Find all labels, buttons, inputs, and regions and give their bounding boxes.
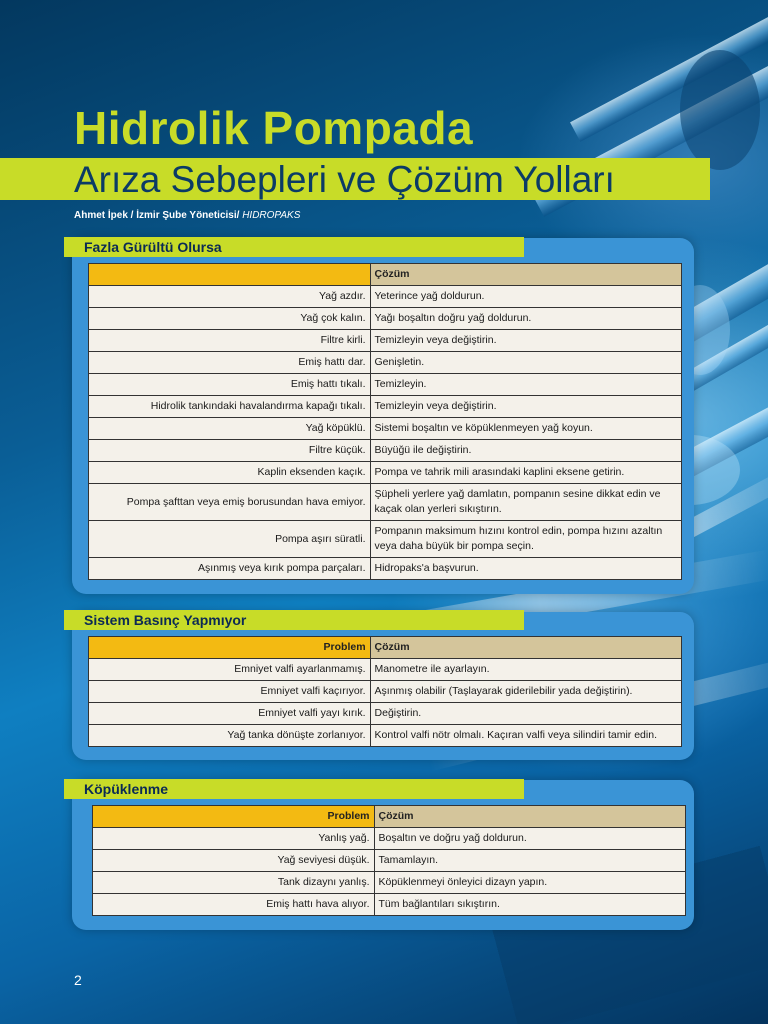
column-header-problem: Problem <box>93 806 375 828</box>
problem-cell: Yağ azdır. <box>89 286 371 308</box>
table-row <box>93 850 686 872</box>
problem-cell: Aşınmış veya kırık pompa parçaları. <box>89 558 371 580</box>
solution-cell: Sistemi boşaltın ve köpüklenmeyen yağ koyun. <box>370 418 681 440</box>
table-header-row <box>89 637 682 659</box>
table-row <box>89 681 682 703</box>
table-row <box>89 440 682 462</box>
table-body <box>93 828 686 916</box>
problem-cell: Filtre kirli. <box>89 330 371 352</box>
table-row <box>89 703 682 725</box>
solution-cell: Büyüğü ile değiştirin. <box>370 440 681 462</box>
solution-cell: Manometre ile ayarlayın. <box>370 659 681 681</box>
solution-cell: Hidropaks'a başvurun. <box>370 558 681 580</box>
table-header-row <box>93 806 686 828</box>
page-subtitle: Arıza Sebepleri ve Çözüm Yolları <box>74 159 615 200</box>
column-header-solution: Çözüm <box>374 806 686 828</box>
author-company: HIDROPAKS <box>242 210 301 221</box>
table-row <box>89 725 682 747</box>
table-row <box>89 286 682 308</box>
author-role: / İzmir Şube Yöneticisi/ <box>127 210 243 221</box>
problem-cell: Emiş hattı dar. <box>89 352 371 374</box>
solution-cell: Yeterince yağ doldurun. <box>370 286 681 308</box>
pressure-table <box>88 636 682 747</box>
problem-cell: Tank dizaynı yanlış. <box>93 872 375 894</box>
table-row <box>93 872 686 894</box>
solution-cell: Değiştirin. <box>370 703 681 725</box>
column-header-solution: Çözüm <box>370 637 681 659</box>
table-row <box>89 484 682 521</box>
table-header-row <box>89 264 682 286</box>
solution-cell: Boşaltın ve doğru yağ doldurun. <box>374 828 686 850</box>
solution-cell: Genişletin. <box>370 352 681 374</box>
solution-cell: Kontrol valfi nötr olmalı. Kaçıran valfi veya silindiri tamir edin. <box>370 725 681 747</box>
section-title: Fazla Gürültü Olursa <box>84 239 222 255</box>
column-header-solution: Çözüm <box>370 264 681 286</box>
problem-cell: Pompa aşırı süratli. <box>89 521 371 558</box>
table-row <box>89 521 682 558</box>
table-row <box>89 374 682 396</box>
solution-cell: Pompanın maksimum hızını kontrol edin, pompa hızını azaltın veya daha büyük bir pompa seçin. <box>370 521 681 558</box>
solution-cell: Yağı boşaltın doğru yağ doldurun. <box>370 308 681 330</box>
problem-cell: Yanlış yağ. <box>93 828 375 850</box>
problem-cell: Emniyet valfi yayı kırık. <box>89 703 371 725</box>
section-title: Sistem Basınç Yapmıyor <box>84 612 247 628</box>
solution-cell: Tamamlayın. <box>374 850 686 872</box>
foaming-table <box>92 805 686 916</box>
solution-cell: Şüpheli yerlere yağ damlatın, pompanın sesine dikkat edin ve kaçak olan yerleri sıkıştırın. <box>370 484 681 521</box>
problem-cell: Emiş hattı hava alıyor. <box>93 894 375 916</box>
table-row <box>89 558 682 580</box>
page-title: Hidrolik Pompada <box>74 102 474 154</box>
table-row <box>89 462 682 484</box>
column-header-problem <box>89 264 371 286</box>
table-row <box>89 330 682 352</box>
section-title: Köpüklenme <box>84 781 169 797</box>
problem-cell: Pompa şafttan veya emiş borusundan hava emiyor. <box>89 484 371 521</box>
problem-cell: Emniyet valfi ayarlanmamış. <box>89 659 371 681</box>
solution-cell: Aşınmış olabilir (Taşlayarak giderilebilir yada değiştirin). <box>370 681 681 703</box>
table-row <box>89 396 682 418</box>
solution-cell: Tüm bağlantıları sıkıştırın. <box>374 894 686 916</box>
problem-cell: Yağ seviyesi düşük. <box>93 850 375 872</box>
problem-cell: Emiş hattı tıkalı. <box>89 374 371 396</box>
column-header-problem: Problem <box>89 637 371 659</box>
table-row <box>89 308 682 330</box>
table-body <box>89 659 682 747</box>
solution-cell: Temizleyin. <box>370 374 681 396</box>
table-row <box>93 894 686 916</box>
table-row <box>89 659 682 681</box>
problem-cell: Filtre küçük. <box>89 440 371 462</box>
author-name: Ahmet İpek <box>74 210 128 221</box>
table-row <box>93 828 686 850</box>
solution-cell: Köpüklenmeyi önleyici dizayn yapın. <box>374 872 686 894</box>
problem-cell: Yağ köpüklü. <box>89 418 371 440</box>
page-number: 2 <box>74 972 82 988</box>
noise-table <box>88 263 682 580</box>
problem-cell: Hidrolik tankındaki havalandırma kapağı tıkalı. <box>89 396 371 418</box>
solution-cell: Pompa ve tahrik mili arasındaki kaplini eksene getirin. <box>370 462 681 484</box>
table-body <box>89 286 682 580</box>
problem-cell: Yağ çok kalın. <box>89 308 371 330</box>
problem-cell: Emniyet valfi kaçırıyor. <box>89 681 371 703</box>
problem-cell: Yağ tanka dönüşte zorlanıyor. <box>89 725 371 747</box>
byline <box>74 210 300 221</box>
solution-cell: Temizleyin veya değiştirin. <box>370 330 681 352</box>
table-row <box>89 418 682 440</box>
table-row <box>89 352 682 374</box>
problem-cell: Kaplin eksenden kaçık. <box>89 462 371 484</box>
solution-cell: Temizleyin veya değiştirin. <box>370 396 681 418</box>
